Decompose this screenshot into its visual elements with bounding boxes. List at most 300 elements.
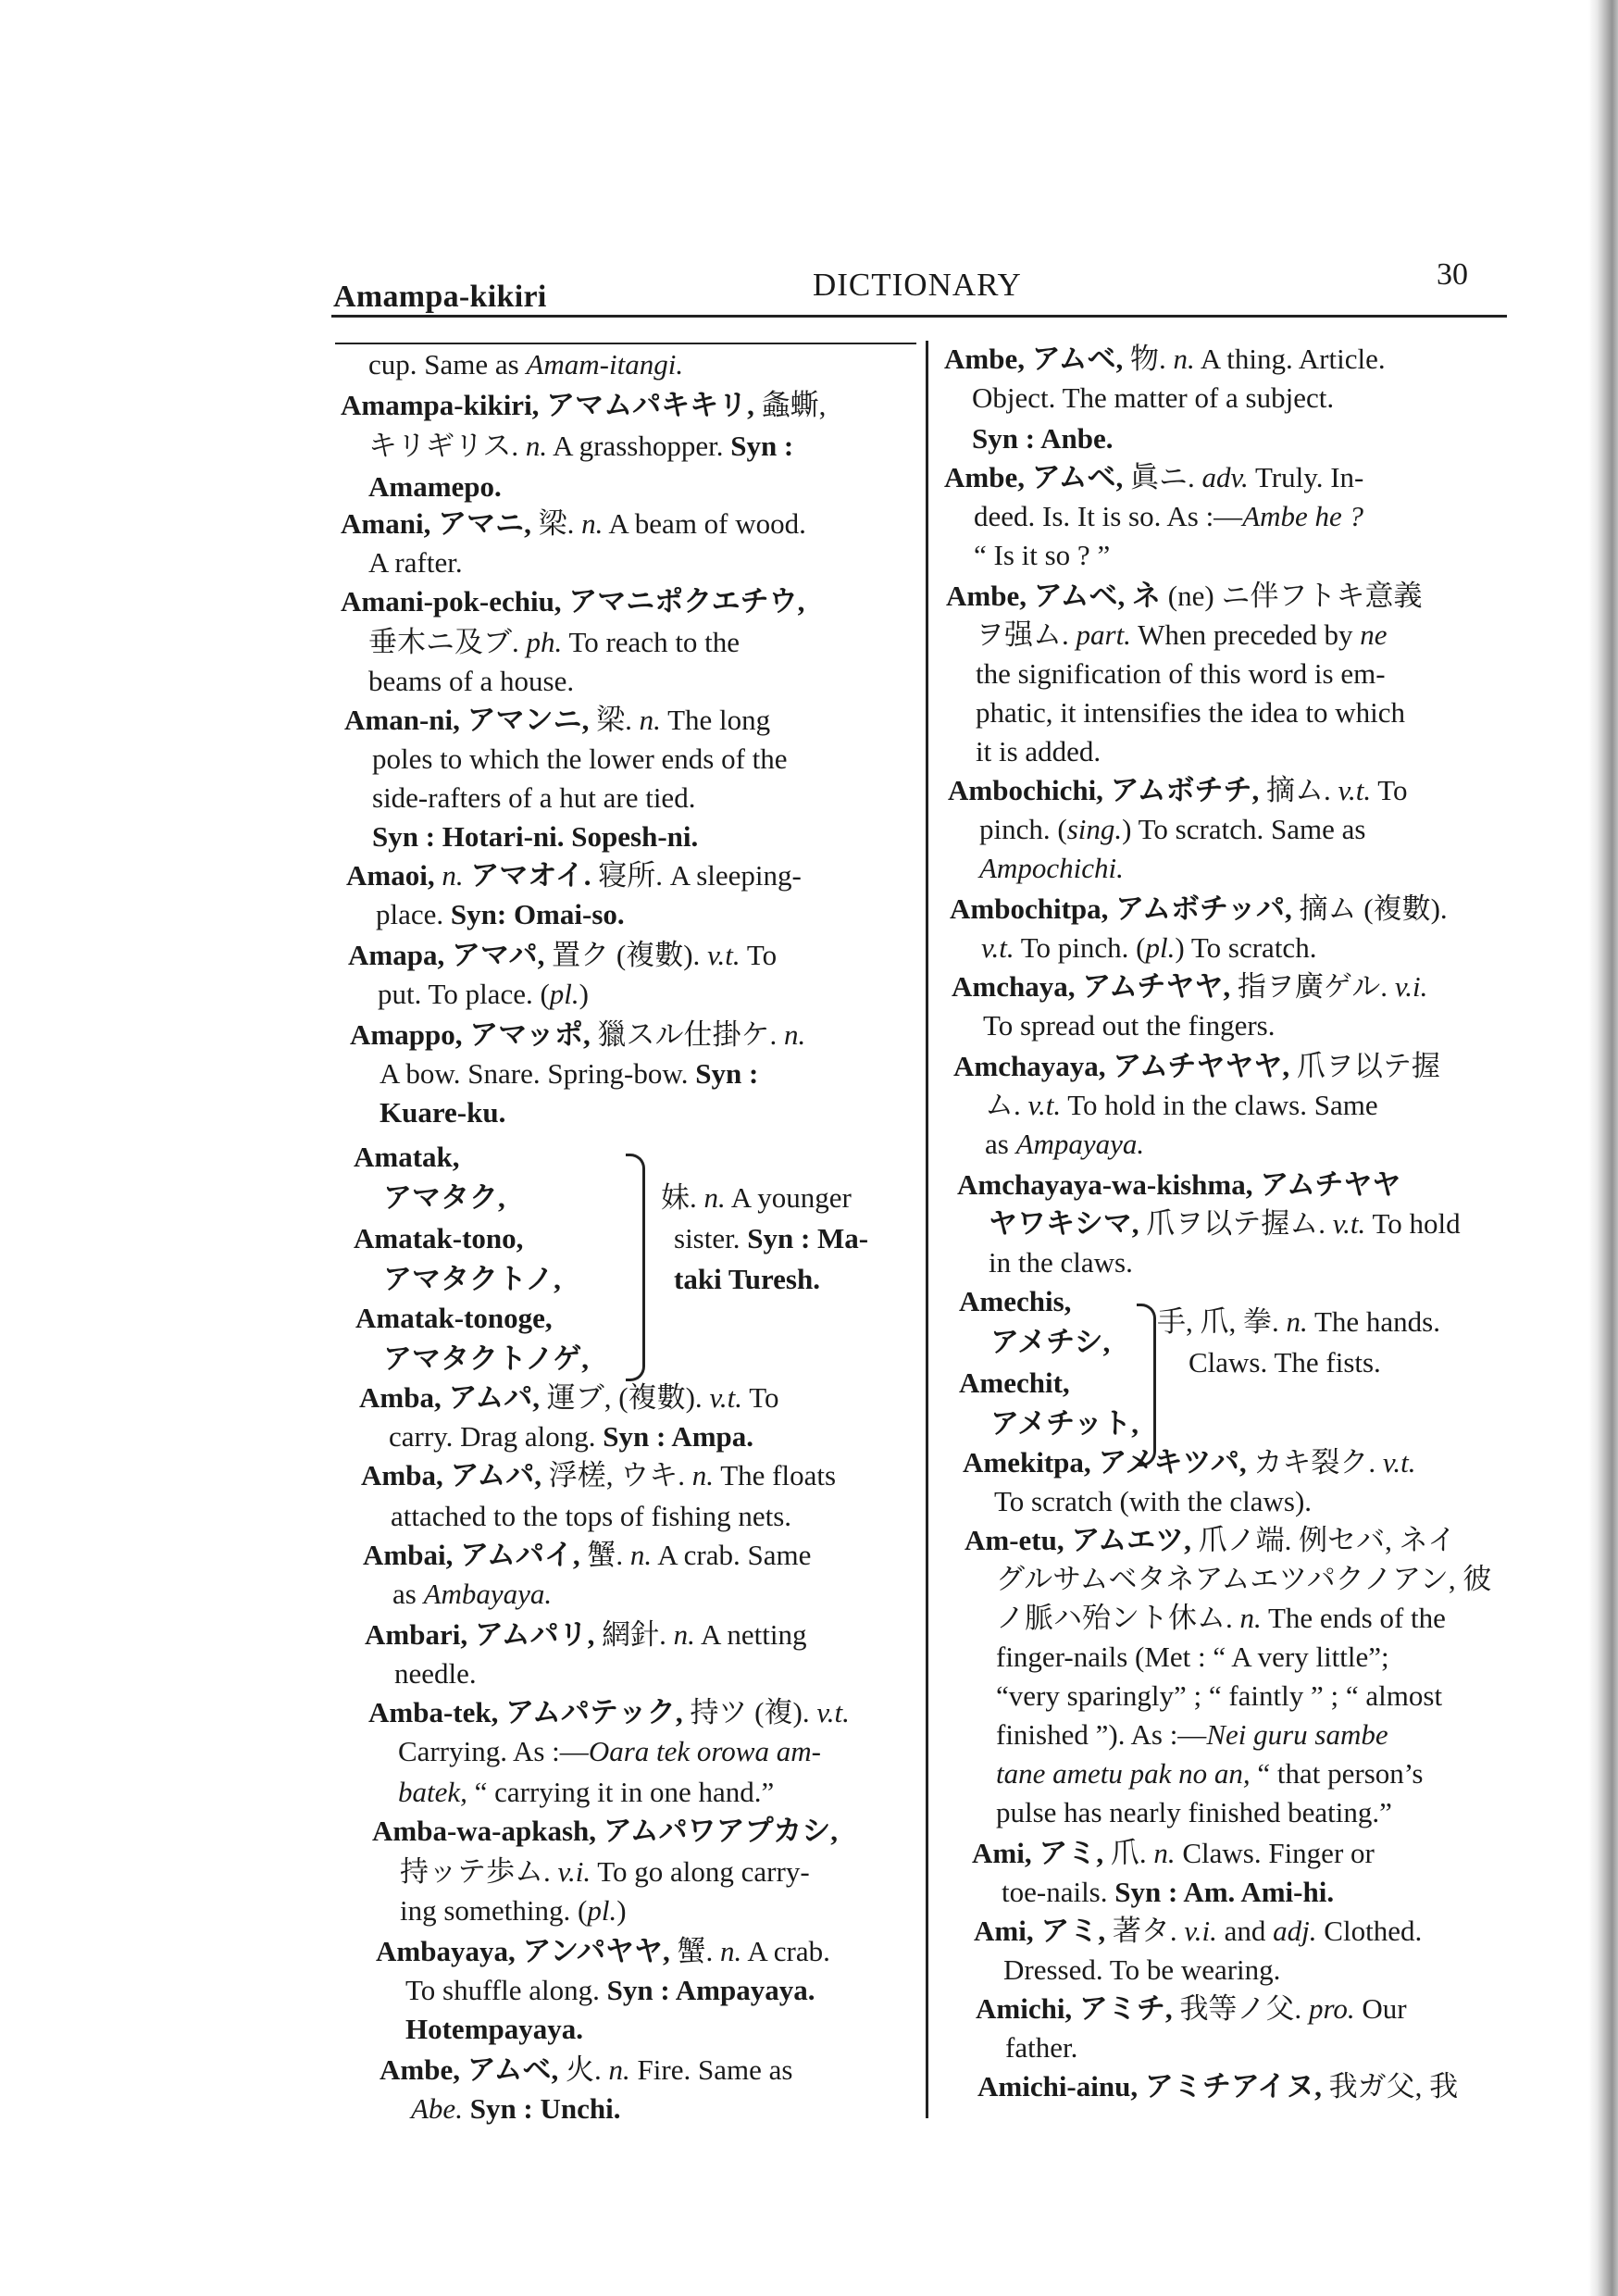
definition-text: To [1371, 774, 1408, 806]
entry-line [365, 1616, 806, 1653]
definition-text: 爪. [1110, 1837, 1154, 1869]
definition-text: deed. Is. It is so. As :— [974, 500, 1243, 532]
entry-line [976, 733, 1101, 770]
italic-text: n. [673, 1618, 695, 1651]
headword-text: taki Turesh. [674, 1263, 820, 1295]
entry-line [994, 1483, 1312, 1520]
headword-text: Amappo, アマッポ, [350, 1018, 598, 1051]
entry-line [952, 968, 1427, 1005]
definition-text: 梁. [596, 704, 640, 736]
italic-text: n. [581, 507, 604, 540]
italic-text: adv. [1201, 461, 1249, 493]
definition-text: ) [616, 1894, 627, 1927]
entry-line [990, 1324, 1110, 1361]
italic-text: tane ametu pak no an, [996, 1757, 1251, 1790]
headword-text: Syn : Ampa. [603, 1420, 754, 1453]
definition-text: 指ヲ廣ゲル. [1237, 970, 1395, 1003]
headword-text: Syn : Hotari-ni. Sopesh-ni. [372, 820, 699, 853]
definition-text: Truly. In- [1248, 461, 1364, 493]
definition-text: “ Is it so ? ” [974, 539, 1111, 571]
definition-text: side-rafters of a hut are tied. [372, 781, 696, 814]
definition-text: as [392, 1578, 424, 1610]
italic-text: n. [691, 1459, 715, 1491]
headword-text: Ambochitpa, アムボチッパ, [950, 892, 1300, 925]
entry-line [996, 1794, 1392, 1831]
definition-text: 爪ヲ以テ握 [1296, 1050, 1440, 1082]
headword-text: Kuare-ku. [380, 1096, 506, 1129]
headword-text: Amekitpa, アメキツパ, [963, 1446, 1254, 1479]
headword-text: Ami, アミ, [974, 1915, 1113, 1947]
headword-text: Syn : Am. Ami-hi. [1114, 1876, 1335, 1908]
italic-text: batek, [398, 1776, 467, 1808]
definition-text: 我ガ父, 我 [1328, 2070, 1459, 2103]
definition-text: pinch. ( [979, 813, 1067, 845]
headword-text: Syn : Anbe. [972, 422, 1114, 455]
definition-text: 妹. [661, 1181, 704, 1214]
entry-line [380, 2052, 792, 2089]
headword-text: Syn : [730, 430, 794, 462]
headword-text: Ambochichi, アムボチチ, [948, 774, 1267, 806]
entry-line [972, 1835, 1375, 1872]
entry-line [990, 1405, 1139, 1442]
definition-text: 持ッテ歩ム. [400, 1855, 558, 1888]
entry-line [405, 2011, 583, 2048]
entry-line [383, 1261, 561, 1298]
entry-line [398, 1774, 774, 1811]
definition-text: put. To place. ( [378, 978, 550, 1010]
definition-text: グルサムベタネアムエツパクノアン, 彼 [996, 1563, 1492, 1595]
entry-line [989, 1244, 1133, 1281]
entry-line [959, 1283, 1071, 1320]
entry-line [976, 617, 1388, 654]
headword-text: Hotempayaya. [405, 2013, 584, 2045]
headword-text: アメチシ, [990, 1326, 1111, 1358]
entry-line [368, 428, 793, 465]
entry-line [376, 896, 625, 933]
entry-line [405, 1972, 815, 2009]
definition-text: 垂木ニ及ブ. [368, 626, 527, 658]
definition-text: sister. [674, 1222, 748, 1254]
definition-text: Object. The matter of a subject. [972, 381, 1335, 414]
entry-line [368, 663, 574, 700]
entry-line [983, 1007, 1276, 1044]
entry-line [1003, 1952, 1280, 1989]
italic-text: Nei guru sambe [1206, 1718, 1388, 1751]
entry-line [368, 544, 463, 581]
entry-line [985, 1087, 1378, 1124]
entry-line [1157, 1304, 1440, 1341]
entry-line [378, 976, 589, 1013]
definition-text: “ that person’s [1250, 1757, 1424, 1790]
definition-text: ヲ强ム. [976, 618, 1077, 651]
entry-line [355, 1300, 553, 1337]
headword-text: Ambayaya, アンパヤヤ, [376, 1935, 678, 1967]
definition-text: To hold [1365, 1207, 1461, 1240]
definition-text: To [740, 939, 778, 971]
definition-text: 摘ム (複數). [1299, 892, 1448, 925]
definition-text: To shuffle along. [405, 1974, 607, 2006]
definition-text: A bow. Snare. Spring-bow. [380, 1057, 696, 1090]
entry-line [391, 1498, 791, 1535]
entry-line [972, 420, 1113, 457]
definition-text: Fire. Same as [629, 2053, 793, 2086]
entry-line [383, 1179, 505, 1217]
headword-text: Syn : Ampayaya. [606, 1974, 815, 2006]
definition-text: A younger [725, 1181, 852, 1214]
definition-text: beams of a house. [368, 665, 575, 697]
headword-text: アマタクトノゲ, [383, 1342, 589, 1375]
definition-text: A beam of wood. [603, 507, 806, 540]
entry-line [989, 1205, 1461, 1242]
headword-text: Amichi-ainu, アミチアイヌ, [977, 2070, 1329, 2103]
definition-text: ) [579, 978, 589, 1010]
entry-line [341, 583, 804, 620]
entry-line [1005, 2029, 1077, 2066]
definition-text: 螽蟖, [761, 389, 827, 421]
definition-text: 浮槎, ウキ. [548, 1459, 692, 1491]
entry-line [948, 772, 1408, 809]
definition-text: toe-nails. [1002, 1876, 1115, 1908]
italic-text: pro. [1308, 1992, 1355, 2025]
definition-text: To scratch (with the claws). [994, 1485, 1313, 1517]
entry-line [965, 1522, 1456, 1559]
headword-text: Amampa-kikiri, アマムパキキリ, [341, 389, 762, 421]
definition-text: 獵スル仕掛ケ. [597, 1018, 784, 1051]
entry-line [974, 537, 1110, 574]
entry-line [976, 694, 1405, 731]
entry-line [400, 1853, 810, 1890]
italic-text: v.t. [816, 1696, 850, 1728]
definition-text: The ends of the [1261, 1602, 1446, 1634]
entry-line [368, 346, 683, 383]
italic-text: v.i. [1394, 970, 1428, 1003]
definition-text: キリギリス. [368, 430, 526, 462]
headword-text: Ambe, アムベ, [380, 2053, 566, 2086]
entry-line [944, 459, 1363, 496]
headword-text: Amchayaya-wa-kishma, アムチヤヤ [957, 1168, 1401, 1201]
entry-line [996, 1716, 1388, 1753]
headword-text: Amatak-tonoge, [355, 1302, 553, 1334]
definition-text: When preceded by [1130, 618, 1361, 651]
headword-text: Ambe, アムベ, [944, 343, 1131, 375]
italic-text: pl. [587, 1894, 617, 1927]
entry-line [976, 1990, 1407, 2028]
entry-line [979, 850, 1124, 887]
entry-line [1002, 1874, 1334, 1911]
headword-text: アマタク, [383, 1181, 505, 1214]
italic-text: Ampochichi. [979, 852, 1124, 884]
entry-line [380, 1055, 758, 1092]
italic-text: n. [1286, 1305, 1308, 1338]
headword-text: Amba-tek, アムパテック, [368, 1696, 691, 1728]
entry-line [661, 1179, 852, 1217]
headword-text: Amamepo. [368, 470, 502, 503]
italic-text: n. [1239, 1602, 1262, 1634]
definition-text: Carrying. As :— [398, 1735, 589, 1767]
definition-text: A grasshopper. [547, 430, 731, 462]
definition-text: To [742, 1381, 779, 1414]
definition-text: 物. [1130, 343, 1174, 375]
entry-line [394, 1655, 477, 1692]
definition-text: A rafter. [368, 546, 463, 579]
entry-line [380, 1094, 505, 1131]
entry-line [974, 498, 1363, 535]
definition-text: Claws. Finger or [1175, 1837, 1375, 1869]
definition-text: poles to which the lower ends of the [372, 742, 788, 775]
italic-text: n. [783, 1018, 806, 1051]
definition-text: A thing. Article. [1194, 343, 1386, 375]
definition-text: ノ脈ハ殆ント休ム. [996, 1602, 1240, 1634]
definition-text: 爪ノ端. 例セバ, ネイ [1198, 1524, 1457, 1556]
italic-text: pl. [1145, 931, 1176, 964]
headword-text: Syn : Unchi. [469, 2092, 621, 2125]
definition-text: and [1216, 1915, 1274, 1947]
entry-line [996, 1561, 1491, 1598]
headword-text: Amba-wa-apkash, アムパワアプカシ, [372, 1815, 839, 1847]
headword-text: Amichi, アミチ, [976, 1992, 1180, 2025]
italic-text: v.t. [1338, 774, 1372, 806]
italic-text: Ampayaya. [1015, 1128, 1145, 1160]
entry-line [981, 930, 1316, 967]
definition-text: To pinch. ( [1014, 931, 1146, 964]
italic-text: Amam-itangi. [526, 348, 684, 381]
entry-line [354, 1220, 523, 1257]
italic-text: v.t. [1332, 1207, 1366, 1240]
italic-text: n. [720, 1935, 742, 1967]
definition-text: 置ク (複數). [552, 939, 708, 971]
entry-line [976, 655, 1386, 693]
headword-text: Ambai, アムパイ, [363, 1539, 588, 1571]
entry-line [996, 1755, 1423, 1792]
headword-text: Ambari, アムパリ, [365, 1618, 603, 1651]
headword-text: Amatak, [354, 1141, 460, 1173]
entry-line [350, 1017, 805, 1054]
italic-text: Abe. [411, 2092, 463, 2125]
headword-text: Amechit, [959, 1366, 1070, 1399]
italic-text: Ambe he ? [1242, 500, 1364, 532]
definition-text: the signification of this word is em- [976, 657, 1386, 690]
definition-text: To go along carry- [591, 1855, 810, 1888]
definition-text: A crab. [741, 1935, 830, 1967]
entry-line [398, 1733, 821, 1770]
brace-amechis [1137, 1304, 1156, 1466]
definition-text: as [985, 1128, 1016, 1160]
entry-line [359, 1379, 778, 1416]
definition-text: 蟹. [587, 1539, 630, 1571]
entry-line [383, 1341, 589, 1378]
italic-text: v.i. [557, 1855, 591, 1888]
italic-text: n. [629, 1539, 653, 1571]
italic-text: part. [1076, 618, 1131, 651]
italic-text: pl. [549, 978, 579, 1010]
entry-line [974, 1913, 1422, 1950]
definition-text: To spread out the fingers. [983, 1009, 1276, 1042]
entry-line [996, 1600, 1446, 1637]
definition-text: 運ブ, (複數). [546, 1381, 710, 1414]
definition-text: finished ”). As :— [996, 1718, 1207, 1751]
italic-text: n. [1153, 1837, 1176, 1869]
headword-text: Amba, アムパ, [359, 1381, 547, 1414]
scan-edge-shadow [1588, 0, 1618, 2296]
definition-text: 我等ノ父. [1179, 1992, 1309, 2025]
entry-line [957, 1167, 1400, 1204]
definition-text: ) To scratch. Same as [1122, 813, 1366, 845]
definition-text: ) To scratch. [1175, 931, 1317, 964]
headword-text: Amchayaya, アムチヤヤヤ, [953, 1050, 1297, 1082]
definition-text: 寝所. A sleeping- [598, 859, 802, 892]
definition-text: Dressed. To be wearing. [1003, 1953, 1281, 1986]
brace-amatak [626, 1154, 645, 1381]
headword-text: Amapa, アマパ, [348, 939, 553, 971]
headword-text: Aman-ni, アマンニ, [344, 704, 597, 736]
headword-text: Amechis, [959, 1285, 1072, 1317]
italic-text: v.t. [1027, 1089, 1062, 1121]
headword-text: Am-etu, アムエツ, [965, 1524, 1199, 1556]
left-column-top-rule [335, 343, 916, 344]
headword-text: Ami, アミ, [972, 1837, 1111, 1869]
entry-line [368, 1694, 850, 1731]
italic-text: Ambayaya. [423, 1578, 553, 1610]
entry-line [389, 1418, 753, 1455]
italic-text: v.i. [1184, 1915, 1217, 1947]
italic-text: Oara tek orowa am- [588, 1735, 821, 1767]
definition-text: needle. [394, 1657, 477, 1690]
italic-text: n. [703, 1181, 726, 1214]
definition-text: The long [660, 704, 771, 736]
definition-text: (ne) ニ伴フトキ意義 [1167, 580, 1423, 612]
definition-text: Our [1354, 1992, 1407, 2025]
definition-text: cup. Same as [368, 348, 527, 381]
definition-text: A netting [694, 1618, 807, 1651]
entry-line [372, 741, 788, 778]
definition-text: phatic, it intensifies the idea to which [976, 696, 1406, 729]
italic-text: n. [442, 859, 464, 892]
definition-text: ム. [985, 1089, 1028, 1121]
entry-line [953, 1048, 1440, 1085]
header-rule [331, 315, 1507, 318]
entry-line [348, 937, 777, 974]
entry-line [372, 780, 695, 817]
headword-text: アマオイ. [463, 859, 599, 892]
entry-line [977, 2068, 1458, 2105]
headword-text: Syn : Ma- [747, 1222, 869, 1254]
definition-text: ing something. ( [400, 1894, 588, 1927]
entry-line [963, 1444, 1416, 1481]
definition-text: 著タ. [1112, 1915, 1185, 1947]
italic-text: v.t. [707, 939, 741, 971]
definition-text: カキ裂ク. [1253, 1446, 1383, 1479]
entry-line [372, 1813, 838, 1850]
italic-text: n. [525, 430, 548, 462]
entry-line [959, 1365, 1070, 1402]
headword-text: Amatak-tono, [354, 1222, 524, 1254]
entry-line [979, 811, 1365, 848]
definition-text: A crab. Same [652, 1539, 812, 1571]
running-head-title: DICTIONARY [813, 267, 1022, 303]
entry-line [341, 505, 806, 543]
italic-text: n. [639, 704, 661, 736]
running-head-left: Amampa-kikiri [333, 280, 547, 314]
entry-line [344, 702, 770, 739]
definition-text [463, 2092, 470, 2125]
definition-text: “very sparingly” ; “ faintly ” ; “ almost [996, 1679, 1443, 1712]
headword-text: Amani, アマニ, [341, 507, 539, 540]
headword-text: Syn : [695, 1057, 759, 1090]
page-number: 30 [1437, 257, 1468, 292]
italic-text: ne [1360, 618, 1388, 651]
entry-line [346, 857, 802, 894]
definition-text: pulse has nearly finished beating.” [996, 1796, 1392, 1828]
italic-text: ph. [526, 626, 563, 658]
definition-text: Clothed. [1316, 1915, 1423, 1947]
italic-text: v.t. [1382, 1446, 1416, 1479]
definition-text: 摘ム. [1266, 774, 1338, 806]
entry-line [996, 1639, 1389, 1676]
entry-line [674, 1261, 820, 1298]
entry-line [354, 1139, 460, 1176]
entry-line [944, 341, 1386, 378]
definition-text: attached to the tops of fishing nets. [391, 1500, 792, 1532]
entry-line [368, 624, 740, 661]
definition-text: “ carrying it in one hand.” [467, 1776, 775, 1808]
headword-text: Amba, アムパ, [361, 1459, 549, 1491]
definition-text: 眞ニ. [1130, 461, 1202, 493]
definition-text: 火. [566, 2053, 609, 2086]
definition-text: 蟹. [677, 1935, 721, 1967]
headword-text: ヤワキシマ, [989, 1207, 1147, 1240]
entry-line [411, 2090, 621, 2128]
entry-line [368, 468, 502, 505]
entry-line [950, 891, 1448, 928]
definition-text: place. [376, 898, 451, 930]
headword-text: Amchaya, アムチヤヤ, [952, 970, 1238, 1003]
entry-line [1189, 1344, 1381, 1381]
headword-text: アメチット, [990, 1407, 1139, 1440]
entry-line [376, 1933, 830, 1970]
definition-text: father. [1005, 2031, 1078, 2064]
headword-text: Ambe, アムベ, [944, 461, 1131, 493]
entry-line [372, 818, 698, 855]
entry-line [392, 1576, 552, 1613]
entry-line [674, 1220, 868, 1257]
definition-text: it is added. [976, 735, 1101, 767]
italic-text: adj. [1273, 1915, 1317, 1947]
entry-line [400, 1892, 627, 1929]
definition-text: To reach to the [562, 626, 741, 658]
headword-text: Syn: Omai-so. [450, 898, 625, 930]
definition-text: 網針. [602, 1618, 674, 1651]
definition-text: 持ツ (複). [690, 1696, 817, 1728]
italic-text: v.t. [709, 1381, 743, 1414]
headword-text: アマタクトノ, [383, 1263, 561, 1295]
definition-text: finger-nails (Met : “ A very little”; [996, 1641, 1389, 1673]
italic-text: sing. [1066, 813, 1123, 845]
headword-text: Amaoi, [346, 859, 442, 892]
entry-line [363, 1537, 811, 1574]
entry-line [996, 1678, 1442, 1715]
entry-line [341, 387, 826, 424]
entry-line [972, 380, 1334, 417]
entry-line [361, 1457, 836, 1494]
definition-text: 梁. [538, 507, 582, 540]
entry-line [985, 1126, 1144, 1163]
italic-text: n. [1173, 343, 1195, 375]
definition-text: carry. Drag along. [389, 1420, 604, 1453]
entry-line [946, 578, 1422, 615]
definition-text: To hold in the claws. Same [1061, 1089, 1378, 1121]
definition-text: Claws. The fists. [1189, 1346, 1381, 1379]
headword-text: Ambe, アムベ, ネ [946, 580, 1168, 612]
